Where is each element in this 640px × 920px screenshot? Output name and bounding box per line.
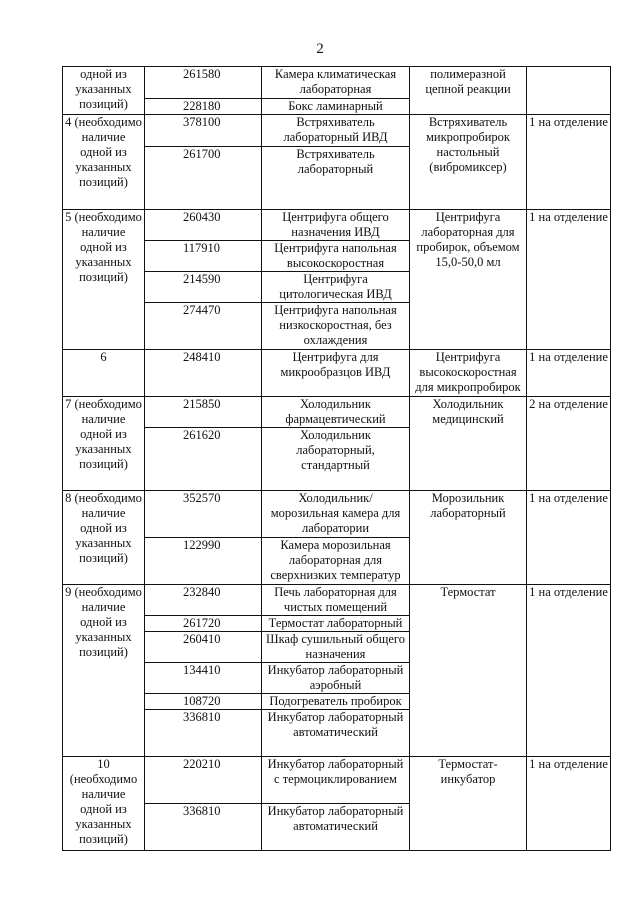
table-cell: 215850 [145,397,262,428]
table-cell: Центрифуга для микрообразцов ИВД [262,350,410,397]
table-cell: 5 (необходимо наличие одной из указанных позиций) [63,210,145,350]
table-cell: Встряхиватель микропробирок настольный (вибромиксер) [410,115,527,210]
table-cell: Центрифуга напольная высокоскоростная [262,241,410,272]
table-cell: 232840 [145,585,262,616]
table-cell: 274470 [145,303,262,350]
table-cell: Подогреватель пробирок [262,694,410,710]
table-cell: Инкубатор лабораторный автоматический [262,804,410,851]
table-cell: 4 (необходимо наличие одной из указанных позиций) [63,115,145,210]
table-cell: 261620 [145,428,262,491]
table-cell: Термостат- инкубатор [410,757,527,851]
table-cell: 1 на отделение [527,350,611,397]
table-cell: 214590 [145,272,262,303]
table-cell: Холодильник лабораторный, стандартный [262,428,410,491]
table-cell: 336810 [145,710,262,757]
table-cell: 248410 [145,350,262,397]
table-cell: Термостат лабораторный [262,616,410,632]
table-row [63,491,611,538]
table-cell: Камера климатическая лабораторная [262,67,410,99]
table-cell: 10 (необходимо наличие одной из указанных позиций) [63,757,145,851]
table-cell: 1 на отделение [527,757,611,851]
table-cell: Камера морозильная лабораторная для сверхнизких температур [262,538,410,585]
table-cell: 378100 [145,115,262,147]
table-cell: 134410 [145,663,262,694]
table-cell: 1 на отделение [527,585,611,757]
table-cell: Холодильник фармацевтический [262,397,410,428]
table-row [63,585,611,616]
table-cell: 9 (необходимо наличие одной из указанных позиций) [63,585,145,757]
table-cell [527,67,611,115]
table-row [63,210,611,241]
table-cell: 260410 [145,632,262,663]
table-cell: 261720 [145,616,262,632]
table-cell: 1 на отделение [527,491,611,585]
table-cell: 108720 [145,694,262,710]
table-cell: Морозильник лабораторный [410,491,527,585]
table-cell: 352570 [145,491,262,538]
table-cell: Шкаф сушильный общего назначения [262,632,410,663]
table-cell: полимеразной цепной реакции [410,67,527,115]
table-cell: Центрифуга напольная низкоскоростная, без охлаждения [262,303,410,350]
table-cell: Инкубатор лабораторный автоматический [262,710,410,757]
table-cell: 6 [63,350,145,397]
table-cell: Встряхиватель лабораторный [262,147,410,210]
table-cell: 336810 [145,804,262,851]
table-cell: Центрифуга высокоскоростная для микропробирок [410,350,527,397]
table-cell: 122990 [145,538,262,585]
table-cell: Встряхиватель лабораторный ИВД [262,115,410,147]
table-cell: Холодильник/ морозильная камера для лаборатории [262,491,410,538]
table-cell: 261580 [145,67,262,99]
table-row [63,67,611,99]
table-cell: 1 на отделение [527,115,611,210]
table-cell: Центрифуга лабораторная для пробирок, объемом 15,0-50,0 мл [410,210,527,350]
table-cell: 117910 [145,241,262,272]
equipment-table [62,66,611,851]
table-cell: Холодильник медицинский [410,397,527,491]
table-row [63,350,611,397]
table-cell: 1 на отделение [527,210,611,350]
table-cell: 261700 [145,147,262,210]
table-cell: Центрифуга цитологическая ИВД [262,272,410,303]
table-cell: 2 на отделение [527,397,611,491]
table-cell: Инкубатор лабораторный с термоциклированием [262,757,410,804]
table-cell: 260430 [145,210,262,241]
table-cell: 220210 [145,757,262,804]
table-cell: Печь лабораторная для чистых помещений [262,585,410,616]
table-row [63,115,611,147]
page-number: 2 [316,41,324,57]
table-row [63,397,611,428]
table-cell: 228180 [145,99,262,115]
table-cell: одной из указанных позиций) [63,67,145,115]
table-cell: 7 (необходимо наличие одной из указанных позиций) [63,397,145,491]
table-cell: Термостат [410,585,527,757]
table-cell: 8 (необходимо наличие одной из указанных позиций) [63,491,145,585]
table-cell: Центрифуга общего назначения ИВД [262,210,410,241]
table-row [63,757,611,804]
table-cell: Инкубатор лабораторный аэробный [262,663,410,694]
table-cell: Бокс ламинарный [262,99,410,115]
